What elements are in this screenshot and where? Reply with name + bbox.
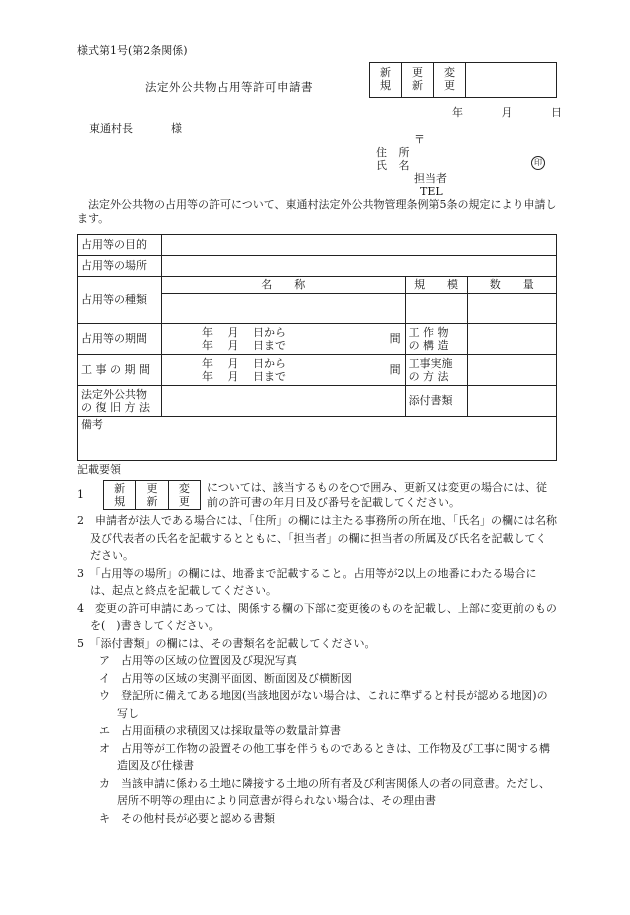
application-type-box bbox=[369, 62, 557, 98]
kind-scale-field[interactable] bbox=[405, 293, 467, 323]
purpose-label: 占用等の目的 bbox=[78, 235, 162, 256]
kind-label: 占用等の種類 bbox=[78, 277, 162, 324]
person-in-charge-label: 担当者 bbox=[414, 172, 447, 185]
location-field[interactable] bbox=[162, 256, 557, 277]
note-5-item-u: ウ 登記所に備えてある地図(当該地図がない場合は、これに準ずると村長が認める地図)の写し bbox=[99, 689, 548, 720]
note-2: 2 申請者が法人である場合には、「住所」の欄には主たる事務所の所在地、「氏名」の欄には名称及び代表者の氏名を記載するとともに、「担当者」の欄に担当者の所属及び氏名を記載してください。 bbox=[77, 514, 557, 562]
kind-name-field[interactable] bbox=[162, 293, 406, 323]
zip-mark: 〒 bbox=[414, 133, 425, 146]
remarks-field[interactable] bbox=[78, 416, 557, 460]
address-label: 住 所 bbox=[376, 146, 414, 159]
type-change[interactable]: 変 更 bbox=[434, 63, 466, 97]
note-5-item-e: エ 占用面積の求積図又は採取量等の数量計算書 bbox=[99, 724, 341, 737]
restore-field[interactable] bbox=[162, 385, 406, 416]
document-title: 法定外公共物占用等許可申請書 bbox=[145, 80, 313, 94]
method-label: 工事実施 の 方 法 bbox=[405, 354, 467, 385]
application-table bbox=[77, 234, 557, 461]
location-label: 占用等の場所 bbox=[78, 256, 162, 277]
notes-list bbox=[77, 480, 557, 827]
col-name: 名 称 bbox=[162, 277, 406, 294]
remarks-label: 備考 bbox=[81, 417, 103, 431]
purpose-field[interactable] bbox=[162, 235, 557, 256]
restore-label: 法定外公共物 の 復 旧 方 法 bbox=[78, 385, 162, 416]
addressee: 東通村長 様 bbox=[89, 122, 182, 135]
work-period-interval: 間 bbox=[385, 354, 405, 385]
intro-text: 法定外公共物の占用等の許可について、東通村法定外公共物管理条例第5条の規定により申請します。 bbox=[77, 198, 557, 225]
work-period-label: 工 事 の 期 間 bbox=[78, 354, 162, 385]
application-date[interactable]: 年 月 日 bbox=[452, 106, 562, 119]
note-5-item-ka: カ 当該申請に係わる土地に隣接する土地の所有者及び利害関係人の者の同意書。ただし、居所不明等の理由により同意書が得られない場合は、その理由書 bbox=[99, 776, 550, 807]
note-5-item-o: オ 占用等が工作物の設置その他工事を伴うものであるときは、工作物及び工事に関する構造図及び仕様書 bbox=[99, 741, 550, 772]
occupy-period-field[interactable]: 年 月 日から 年 月 日まで bbox=[162, 323, 386, 354]
method-field[interactable] bbox=[467, 354, 556, 385]
attachments-label: 添付書類 bbox=[405, 385, 467, 416]
name-label: 氏 名 bbox=[376, 159, 414, 172]
type-renewal[interactable]: 更 新 bbox=[402, 63, 434, 97]
tel-label: TEL bbox=[420, 185, 443, 198]
type-new[interactable]: 新 規 bbox=[370, 63, 402, 97]
note-5-item-a: ア 占用等の区域の位置図及び現況写真 bbox=[99, 654, 297, 667]
applicant-block bbox=[376, 133, 447, 198]
note-5: 5 「添付書類」の欄には、その書類名を記載してください。 bbox=[77, 636, 376, 650]
col-scale: 規 模 bbox=[405, 277, 467, 294]
attachments-field[interactable] bbox=[467, 385, 556, 416]
note-5-item-ki: キ その他村長が必要と認める書類 bbox=[99, 811, 275, 825]
occupy-period-label: 占用等の期間 bbox=[78, 323, 162, 354]
note-type-box: 新 規 更 新 変 更 bbox=[103, 480, 201, 510]
form-number: 様式第1号(第2条関係) bbox=[77, 44, 188, 57]
seal-icon: 印 bbox=[531, 156, 545, 170]
permit-number-field[interactable] bbox=[466, 63, 556, 97]
structure-field[interactable] bbox=[467, 323, 556, 354]
notes-heading: 記載要領 bbox=[77, 463, 121, 476]
structure-label: 工 作 物 の 構 造 bbox=[405, 323, 467, 354]
kind-qty-field[interactable] bbox=[467, 293, 556, 323]
note-1: 1 新 規 更 新 変 更 については、該当するものを○で囲み、更新又は変更の場合には、従前の許可書の年月日及び番号を記載してください。 bbox=[77, 481, 548, 509]
note-5-item-i: イ 占用等の区域の実測平面図、断面図及び横断図 bbox=[99, 671, 352, 685]
note-3: 3 「占用等の場所」の欄には、地番まで記載すること。占用等が2以上の地番にわたる場合には、起点と終点を記載してください。 bbox=[77, 566, 537, 597]
col-qty: 数 量 bbox=[467, 277, 556, 294]
occupy-period-interval: 間 bbox=[385, 323, 405, 354]
work-period-field[interactable]: 年 月 日から 年 月 日まで bbox=[162, 354, 386, 385]
note-4: 4 変更の許可申請にあっては、関係する欄の下部に変更後のものを記載し、上部に変更前のものを( )書きしてください。 bbox=[77, 601, 557, 632]
